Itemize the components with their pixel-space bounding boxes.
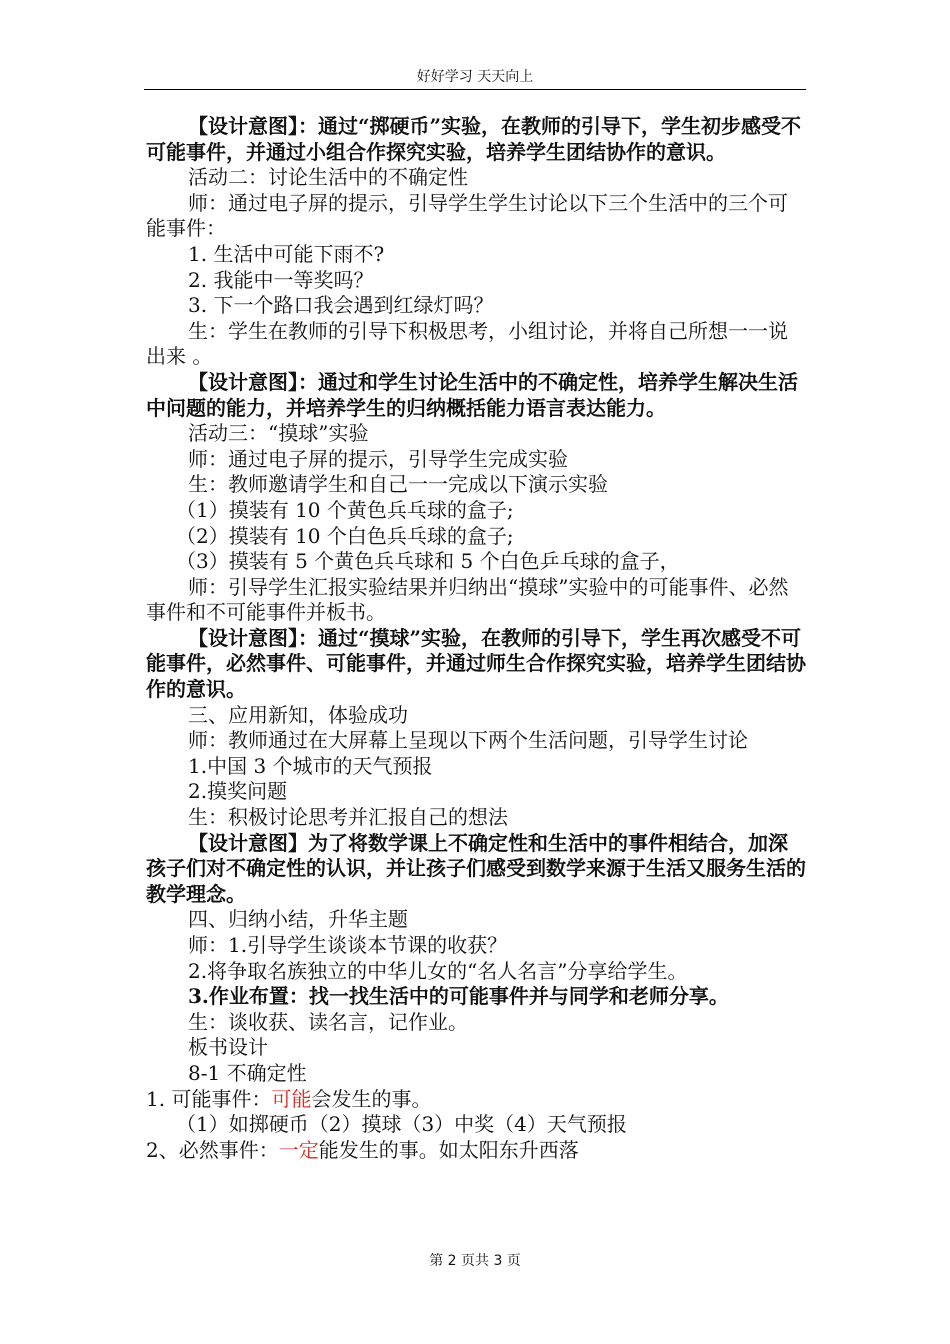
list-item: （1）摸装有 10 个黄色兵乓球的盒子; [176,497,514,522]
highlight-word: 可能 [271,1086,312,1111]
list-item: （3）摸装有 5 个黄色兵乓球和 5 个白色乒乓球的盒子， [176,549,680,574]
section-three-heading: 三、应用新知，体验成功 [188,702,408,727]
teacher-text-3: 师：引导学生汇报实验结果并归纳出“摸球”实验中的可能事件、必然事件和不可能事件并板书。 [146,574,789,625]
list-item: 1. 生活中可能下雨不? [188,241,385,266]
list-item: 2.将争取名族独立的中华儿女的“名人名言”分享给学生。 [188,958,688,983]
board-line-certain [146,1138,806,1164]
board-label: 1. 可能事件： [146,1086,272,1111]
activity-three-heading: 活动三：“摸球”实验 [188,421,369,446]
student-text-3: 生：积极讨论思考并汇报自己的想法 [188,805,508,830]
teacher-text-5: 师：1.引导学生谈谈本节课的收获？ [188,933,508,957]
board-title: 8-1 不确定性 [188,1060,307,1085]
header-rule [144,89,806,90]
page-header: 好好学习 天天向上 [416,69,534,85]
document-body [146,114,806,1163]
highlight-word: 一定 [278,1137,319,1162]
teacher-text-1: 师：通过电子屏的提示，引导学生学生讨论以下三个生活中的三个可能事件： [146,190,788,241]
list-item: （2）摸装有 10 个白色兵乓球的盒子; [176,523,514,548]
list-item: 3. 下一个路口我会遇到红绿灯吗？ [188,293,494,318]
activity-two-heading: 活动二：讨论生活中的不确定性 [188,165,468,190]
page-footer: 第 2 页共 3 页 [429,1253,521,1269]
board-design-heading: 板书设计 [188,1035,268,1060]
design-intent-1: 【设计意图】：通过“掷硬币”实验，在教师的引导下，学生初步感受不可能事件，并通过小组合作探究实验，培养学生团结协作的意识。 [146,114,802,164]
student-text-1: 生：学生在教师的引导下积极思考，小组讨论，并将自己所想一一说出来 。 [146,318,788,369]
list-item: 1.中国 3 个城市的天气预报 [188,753,433,778]
design-intent-2: 【设计意图】：通过和学生讨论生活中的不确定性，培养学生解决生活中问题的能力，并培养学生的归纳概括能力语言表达能力。 [146,369,798,420]
board-desc: 能发生的事。如太阳东升西落 [318,1137,579,1162]
section-four-heading: 四、归纳小结，升华主题 [188,907,408,932]
teacher-text-4: 师：教师通过在大屏幕上呈现以下两个生活问题，引导学生讨论 [188,728,748,753]
board-line-possible [146,1087,806,1113]
board-label: 2、必然事件： [146,1137,279,1162]
student-text-2: 生：教师邀请学生和自己一一完成以下演示实验 [188,472,608,497]
homework-item: 3.作业布置：找一找生活中的可能事件并与同学和老师分享。 [188,984,729,1009]
teacher-text-2: 师：通过电子屏的提示，引导学生完成实验 [188,446,568,471]
board-examples: （1）如掷硬币（2）摸球（3）中奖（4）天气预报 [176,1112,627,1137]
design-intent-3: 【设计意图】：通过“摸球”实验，在教师的引导下，学生再次感受不可能事件，必然事件、可能事件，并通过师生合作探究实验，培养学生团结协作的意识。 [146,625,806,702]
design-intent-4: 【设计意图】为了将数学课上不确定性和生活中的事件相结合，加深孩子们对不确定性的认识，并让孩子们感受到数学来源于生活又服务生活的教学理念。 [146,830,806,906]
student-text-4: 生：谈收获、读名言，记作业。 [188,1009,468,1034]
list-item: 2. 我能中一等奖吗？ [188,267,374,292]
list-item: 2.摸奖问题 [188,779,288,804]
board-desc: 会发生的事。 [311,1086,432,1111]
